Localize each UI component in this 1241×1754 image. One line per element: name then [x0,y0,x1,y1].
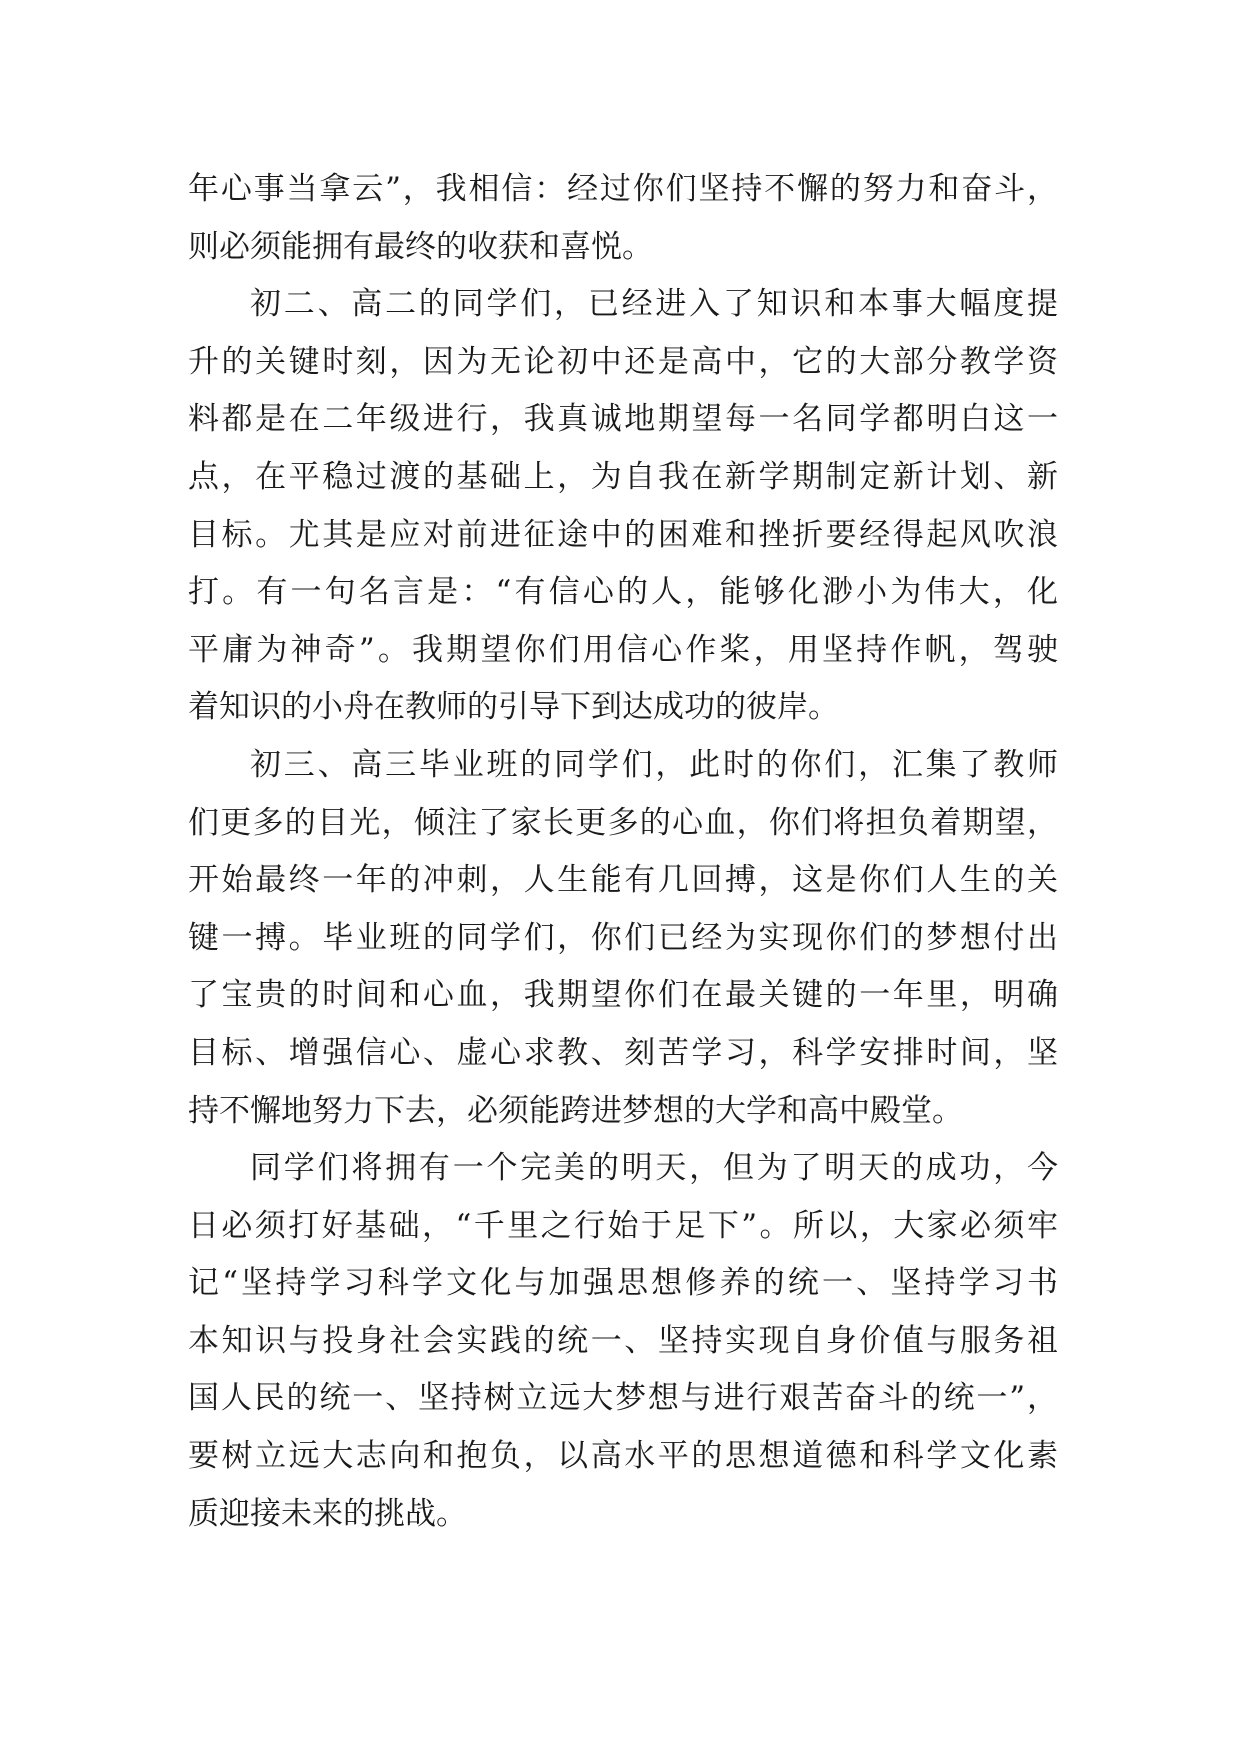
text-line: 键一搏。毕业班的同学们，你们已经为实现你们的梦想付出 [188,919,1058,956]
text-line: 升的关键时刻，因为无论初中还是高中，它的大部分教学资 [188,343,1058,380]
text-line: 平庸为神奇”。我期望你们用信心作桨，用坚持作帆，驾驶 [188,631,1058,668]
text-line: 质迎接未来的挑战。 [188,1495,467,1532]
text-line: 国人民的统一、坚持树立远大梦想与进行艰苦奋斗的统一”， [188,1380,1058,1417]
text-line: 持不懈地努力下去，必须能跨进梦想的大学和高中殿堂。 [188,1092,963,1129]
paragraph-first-line: 同学们将拥有一个完美的明天，但为了明天的成功，今 [250,1150,1058,1187]
paragraph-first-line: 初二、高二的同学们，已经进入了知识和本事大幅度提 [250,286,1058,323]
text-line: 日必须打好基础，“千里之行始于足下”。所以，大家必须牢 [188,1207,1058,1244]
text-line: 则必须能拥有最终的收获和喜悦。 [188,228,653,265]
text-line: 年心事当拿云”，我相信：经过你们坚持不懈的努力和奋斗， [188,171,1058,207]
text-line: 要树立远大志向和抱负，以高水平的思想道德和科学文化素 [188,1438,1058,1475]
paragraph-first-line: 初三、高三毕业班的同学们，此时的你们，汇集了教师 [250,746,1058,783]
text-line: 目标。尤其是应对前进征途中的困难和挫折要经得起风吹浪 [188,516,1058,553]
text-line: 本知识与投身社会实践的统一、坚持实现自身价值与服务祖 [188,1322,1058,1359]
text-line: 们更多的目光，倾注了家长更多的心血，你们将担负着期望， [188,804,1058,841]
text-line: 目标、增强信心、虚心求教、刻苦学习，科学安排时间，坚 [188,1034,1058,1071]
text-line: 了宝贵的时间和心血，我期望你们在最关键的一年里，明确 [188,977,1058,1014]
text-line: 开始最终一年的冲刺，人生能有几回搏，这是你们人生的关 [188,862,1058,899]
text-line: 记“坚持学习科学文化与加强思想修养的统一、坚持学习书 [188,1265,1058,1302]
text-line: 打。有一句名言是：“有信心的人，能够化渺小为伟大，化 [188,574,1058,611]
text-line: 料都是在二年级进行，我真诚地期望每一名同学都明白这一 [188,401,1058,438]
text-line: 着知识的小舟在教师的引导下到达成功的彼岸。 [188,689,839,726]
text-line: 点，在平稳过渡的基础上，为自我在新学期制定新计划、新 [188,458,1058,495]
body-text [188,161,1058,1543]
